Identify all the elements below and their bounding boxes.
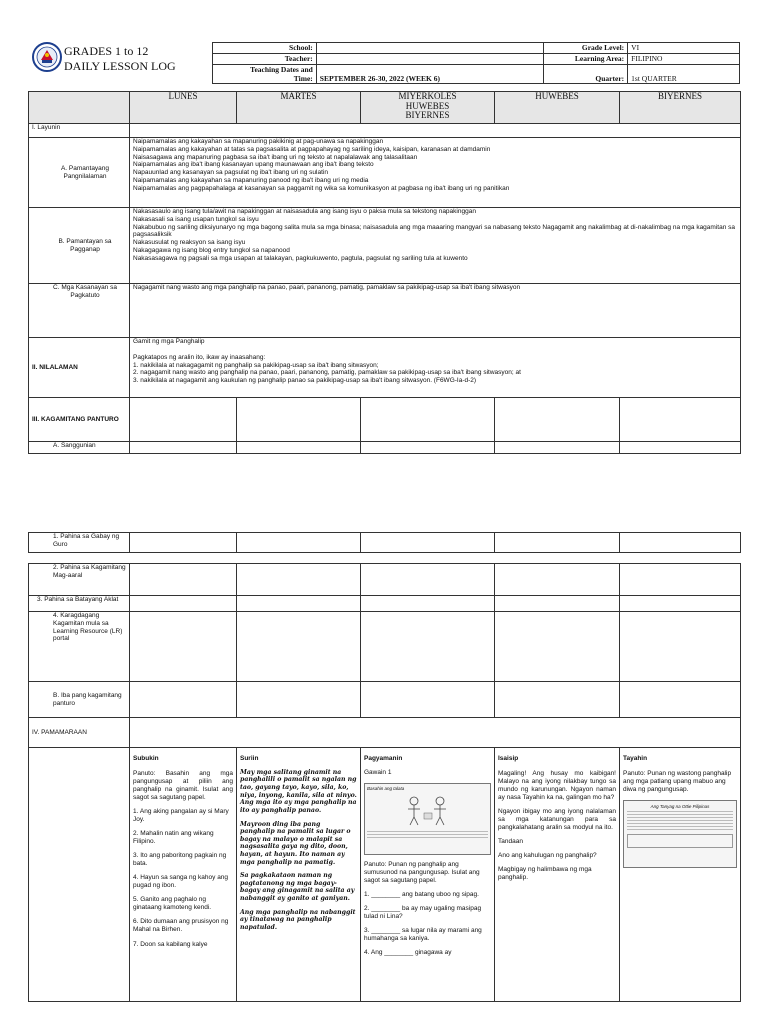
kagamitang-mag-aaral-label: 2. Pahina sa Kagamitang Mag-aaral — [29, 564, 130, 596]
lunes-activity — [130, 748, 237, 1002]
list-item: 4. Ang ________ ginagawa ay — [364, 949, 452, 957]
deped-seal-logo — [32, 42, 62, 72]
sanggunian-label: A. Sanggunian — [29, 442, 130, 454]
pamantayang-pangnilalaman-list — [130, 138, 741, 208]
table-cell — [237, 398, 361, 442]
nilalaman-title: Gamit ng mga Panghalip — [133, 338, 205, 345]
list-item: 1. nakikilala at nakagagamit ng panghalip sa pakikipag-usap sa iba't ibang sitwasyon; — [133, 361, 379, 369]
col-biyernes: BIYERNES — [620, 92, 741, 124]
teacher-label: Teacher: — [213, 54, 317, 65]
tayahin-instructions: Panuto: Punan ng wastong panghalip ang mga patlang upang mabuo ang diwa ng pangungusap. — [623, 770, 732, 793]
kasanayan-sa-pagkatuto-text: Nagagamit nang wasto ang mga panghalip na panao, paari, pananong, pamatig, pamaklaw sa pakikipag-usap sa iba't ibang sitwasyon — [130, 284, 741, 338]
martes-activity — [237, 748, 361, 1002]
table-cell — [130, 564, 237, 596]
suriin-paragraph: Ang mga panghalip na nabanggit ay tinatawag na panghalip napatulad. — [240, 908, 356, 932]
table-cell — [130, 612, 237, 682]
gawain-label: Gawain 1 — [364, 768, 392, 776]
table-cell — [620, 596, 741, 612]
table-cell — [361, 596, 495, 612]
list-item: Nakasasali sa isang usapan tungkol sa isyu — [133, 215, 259, 223]
list-item: Napauunlad ang kasanayan sa pagsulat ng iba't ibang uri ng sulatin — [133, 169, 328, 177]
table-cell — [620, 398, 741, 442]
list-item: 2. nagagamit nang wasto ang panghalip na panao, paari, pananong, pamatig, pamaklaw sa pakikipag-usap sa iba't ibang sitwasyon; at — [133, 369, 521, 377]
table-cell — [237, 564, 361, 596]
subukin-heading: Subukin — [133, 754, 159, 762]
teaching-dates-label — [213, 65, 317, 84]
table-cell — [237, 596, 361, 612]
title-line-1: GRADES 1 to 12 — [64, 44, 149, 58]
tayahin-worksheet-image — [623, 800, 737, 868]
illustration-title: Basahin ang talata — [367, 786, 405, 792]
iba-pang-kagamitan-label: B. Iba pang kagamitang panturo — [29, 682, 130, 718]
gabay-guro-table — [28, 532, 741, 553]
pamamaraan-label: IV. PAMAMARAAN — [29, 718, 130, 748]
list-item: Nakabubuo ng sariling diksiyunaryo ng mga bagong salita mula sa mga binasa; naisasadula ang mga maaaring mangyari sa nabasang teksto Nagagamit ang nakalimbag at di-nakalimbag na mga kagamitan sa pagsasaliksik — [133, 223, 735, 239]
list-item: 3. ________ sa lugar nila ay marami ang humahanga sa kaniya. — [364, 927, 482, 943]
table-cell — [495, 682, 620, 718]
layunin-cell — [130, 124, 741, 138]
suriin-paragraph: May mga salitang ginamit na panghalili o pamalit sa ngalan ng tao, gayang tayo, kayo, sila, ko, niya, inyong, kanila, sila at ninyo. Ang mga ito ay mga panghalip na ito ay panghalip panao. — [240, 768, 357, 814]
list-item: Nakasasaulo ang isang tula/awit na napakinggan at naisasadula ang isang isyu o paksa mula sa tekstong napakinggan — [133, 208, 476, 215]
teaching-dates-label-1: Teaching Dates and — [250, 65, 313, 74]
list-item: Naipamamalas ang kakayahan at tatas sa pagsasalita at pagpapahayag ng sariling ideya, kaisipan, karanasan at damdamin — [133, 145, 491, 153]
list-item: 4. Hayun sa sanga ng kahoy ang pugad ng ibon. — [133, 874, 229, 890]
worksheet-title: Ang Tanyag na Ottie Pilipinas — [650, 804, 710, 810]
list-item: 1. Ang aking pangalan ay si Mary Joy. — [133, 807, 229, 823]
nilalaman-intro: Pagkatapos ng aralin ito, ikaw ay inaasahang: — [133, 353, 266, 361]
gawain-illustration — [364, 783, 491, 855]
list-item: 3. Ito ang paboritong pagkain ng bata. — [133, 852, 227, 867]
table-cell — [495, 596, 620, 612]
pagyamanin-heading: Pagyamanin — [364, 754, 403, 762]
list-item: 3. nakikilala at nagagamit ang kaukulan ng panghalip panao sa pakikipag-usap sa iba't ibang sitwasyon. (F6WG-Ia-d-2) — [133, 377, 477, 385]
list-item: Naipamamalas ang pagpapahalaga at kasanayan sa paggamit ng wika sa komunikasyon at pagbasa ng iba't ibang uri ng panitikan — [133, 184, 510, 192]
header-info-table — [212, 42, 740, 84]
table-cell — [361, 442, 495, 454]
pamamaraan-cell — [130, 718, 741, 748]
subukin-instructions: Panuto: Basahin ang mga pangungusap at piliin ang panghalip na ginamit. Isulat ang sagot sa sagutang papel. — [133, 770, 233, 801]
lesson-log-table — [28, 91, 741, 454]
isaisip-paragraph: Magbigay ng halimbawa ng mga panghalip. — [498, 866, 592, 882]
pamantayang-pangnilalaman-label: A. Pamantayang Pangnilalaman — [29, 138, 130, 208]
kagamitang-panturo-label: III. KAGAMITANG PANTURO — [29, 398, 130, 442]
table-cell — [361, 533, 495, 553]
isaisip-paragraph: Tandaan — [498, 837, 523, 845]
batayang-aklat-label: 3. Pahina sa Batayang Aklat — [29, 596, 130, 612]
lr-portal-label: 4. Karagdagang Kagamitan mula sa Learning Resource (LR) portal — [29, 612, 130, 682]
table-cell — [361, 612, 495, 682]
table-cell — [361, 682, 495, 718]
table-cell — [620, 682, 741, 718]
suriin-paragraph: Mayroon ding iba pang panghalip na pamalit sa lugar o bagay na malayo o malapit sa nagsasalita gaya ng dito, doon, hayan, at hayun. Ito naman ay mga panghalip na pamatig. — [240, 820, 351, 866]
isaisip-paragraph: Ngayon ibigay mo ang iyong nalalaman sa mga katanungan para sa pangkalahatang aralin sa modyul na ito. — [498, 807, 616, 831]
miyerkoles-activity — [361, 748, 495, 1002]
col-lunes: LUNES — [130, 92, 237, 124]
quarter-value: 1st QUARTER — [628, 65, 740, 84]
table-cell — [495, 612, 620, 682]
kasanayan-sa-pagkatuto-label: C. Mga Kasanayan sa Pagkatuto — [29, 284, 130, 338]
list-item: 6. Dito dumaan ang prusisyon ng Mahal na Birhen. — [133, 918, 229, 934]
col-martes: MARTES — [237, 92, 361, 124]
school-label: School: — [213, 43, 317, 54]
school-value — [316, 43, 544, 54]
lesson-log-table-continued — [28, 563, 741, 1002]
title-line-2: DAILY LESSON LOG — [64, 59, 176, 73]
suriin-paragraph: Sa pagkakataon naman ng pagtatanong ng mga bagay-bagay ang ginagamit na salita ay nabanggit ay ganito at ganiyan. — [240, 872, 355, 903]
worksheet-word-box — [627, 834, 733, 848]
nilalaman-label: II. NILALAMAN — [29, 338, 130, 398]
teaching-dates-value: SEPTEMBER 26-30, 2022 (WEEK 6) — [316, 65, 544, 84]
table-cell — [130, 533, 237, 553]
table-cell — [29, 748, 130, 1002]
table-cell — [237, 442, 361, 454]
grade-level-label: Grade Level: — [544, 43, 628, 54]
table-cell — [130, 682, 237, 718]
learning-area-value: FILIPINO — [628, 54, 740, 65]
children-reading-illustration — [388, 793, 468, 829]
gabay-ng-guro-label: 1. Pahina sa Gabay ng Guro — [29, 533, 130, 553]
list-item: Naipamamalas ang kakayahan sa mapanuring pakikinig at pag-unawa sa napakinggan — [133, 138, 384, 145]
list-item: 2. Mahalin natin ang wikang Filipino. — [133, 830, 214, 845]
table-cell — [620, 564, 741, 596]
list-item: 2. ________ ba ay may ugaling masipag tulad ni Lina? — [364, 905, 482, 921]
quarter-label: Quarter: — [544, 65, 628, 84]
list-item: 7. Doon sa kabilang kalye — [133, 940, 208, 948]
table-cell — [130, 596, 237, 612]
list-item: Naisasagawa ang mapanuring pagbasa sa iba't ibang uri ng teksto at napalalawak ang talasalitaan — [133, 153, 418, 161]
list-item: Nakagagawa ng isang blog entry tungkol sa napanood — [133, 246, 290, 254]
isaisip-paragraph: Ano ang kahulugan ng panghalip? — [498, 852, 597, 860]
table-cell — [495, 442, 620, 454]
table-cell — [130, 398, 237, 442]
list-item: Nakasusulat ng reaksyon sa isang isyu — [133, 239, 246, 247]
list-item: Naipamamalas ang kakayahan sa mapanuring panood ng iba't ibang uri ng media — [133, 176, 369, 184]
table-cell — [361, 564, 495, 596]
table-cell — [361, 398, 495, 442]
tayahin-heading: Tayahin — [623, 754, 648, 762]
col-huwebes: HUWEBES — [495, 92, 620, 124]
pamantayan-sa-pagganap-list — [130, 208, 741, 284]
list-item: 5. Ganito ang paghalo ng ginataang kamoteng kendi. — [133, 896, 212, 912]
pagyamanin-instructions: Panuto: Punan ng panghalip ang sumusunod na pangungusap. Isulat ang sagot sa sagutang papel. — [364, 861, 480, 884]
nilalaman-cell — [130, 338, 741, 398]
table-cell — [495, 564, 620, 596]
log-title — [64, 44, 176, 74]
table-cell — [495, 533, 620, 553]
col-miyerkoles: MIYERKOLES HUWEBES BIYERNES — [361, 92, 495, 124]
isaisip-heading: Isaisip — [498, 754, 519, 762]
layunin-label: I. Layunin — [29, 124, 130, 138]
table-cell — [130, 442, 237, 454]
huwebes-activity — [495, 748, 620, 1002]
isaisip-paragraph: Magaling! Ang husay mo kaibigan! Malayo na ang iyong nilakbay tungo sa mundo ng karunungan. Ngayon naman ay nasa Tayahin ka na, galingan mo ha? — [498, 770, 616, 801]
table-cell — [620, 442, 741, 454]
teacher-value — [316, 54, 544, 65]
teaching-dates-label-2: Time: — [293, 74, 313, 83]
table-cell — [620, 533, 741, 553]
pamantayan-sa-pagganap-label: B. Pamantayan sa Pagganap — [29, 208, 130, 284]
list-item: 1. ________ ang batang uboo ng sipag. — [364, 890, 479, 898]
table-cell — [237, 533, 361, 553]
suriin-heading: Suriin — [240, 754, 259, 762]
table-cell — [237, 682, 361, 718]
header-blank — [29, 92, 130, 124]
table-cell — [237, 612, 361, 682]
table-cell — [620, 612, 741, 682]
list-item: Naipamamalas ang iba't ibang kasanayan upang maunawaan ang iba't ibang teksto — [133, 161, 374, 169]
list-item: Nakasasagawa ng pagsali sa mga usapan at talakayan, pagkukuwento, pagtula, pagsulat ng sariling tula at kuwento — [133, 254, 468, 262]
biyernes-activity — [620, 748, 741, 1002]
table-cell — [495, 398, 620, 442]
grade-level-value: VI — [628, 43, 740, 54]
learning-area-label: Learning Area: — [544, 54, 628, 65]
